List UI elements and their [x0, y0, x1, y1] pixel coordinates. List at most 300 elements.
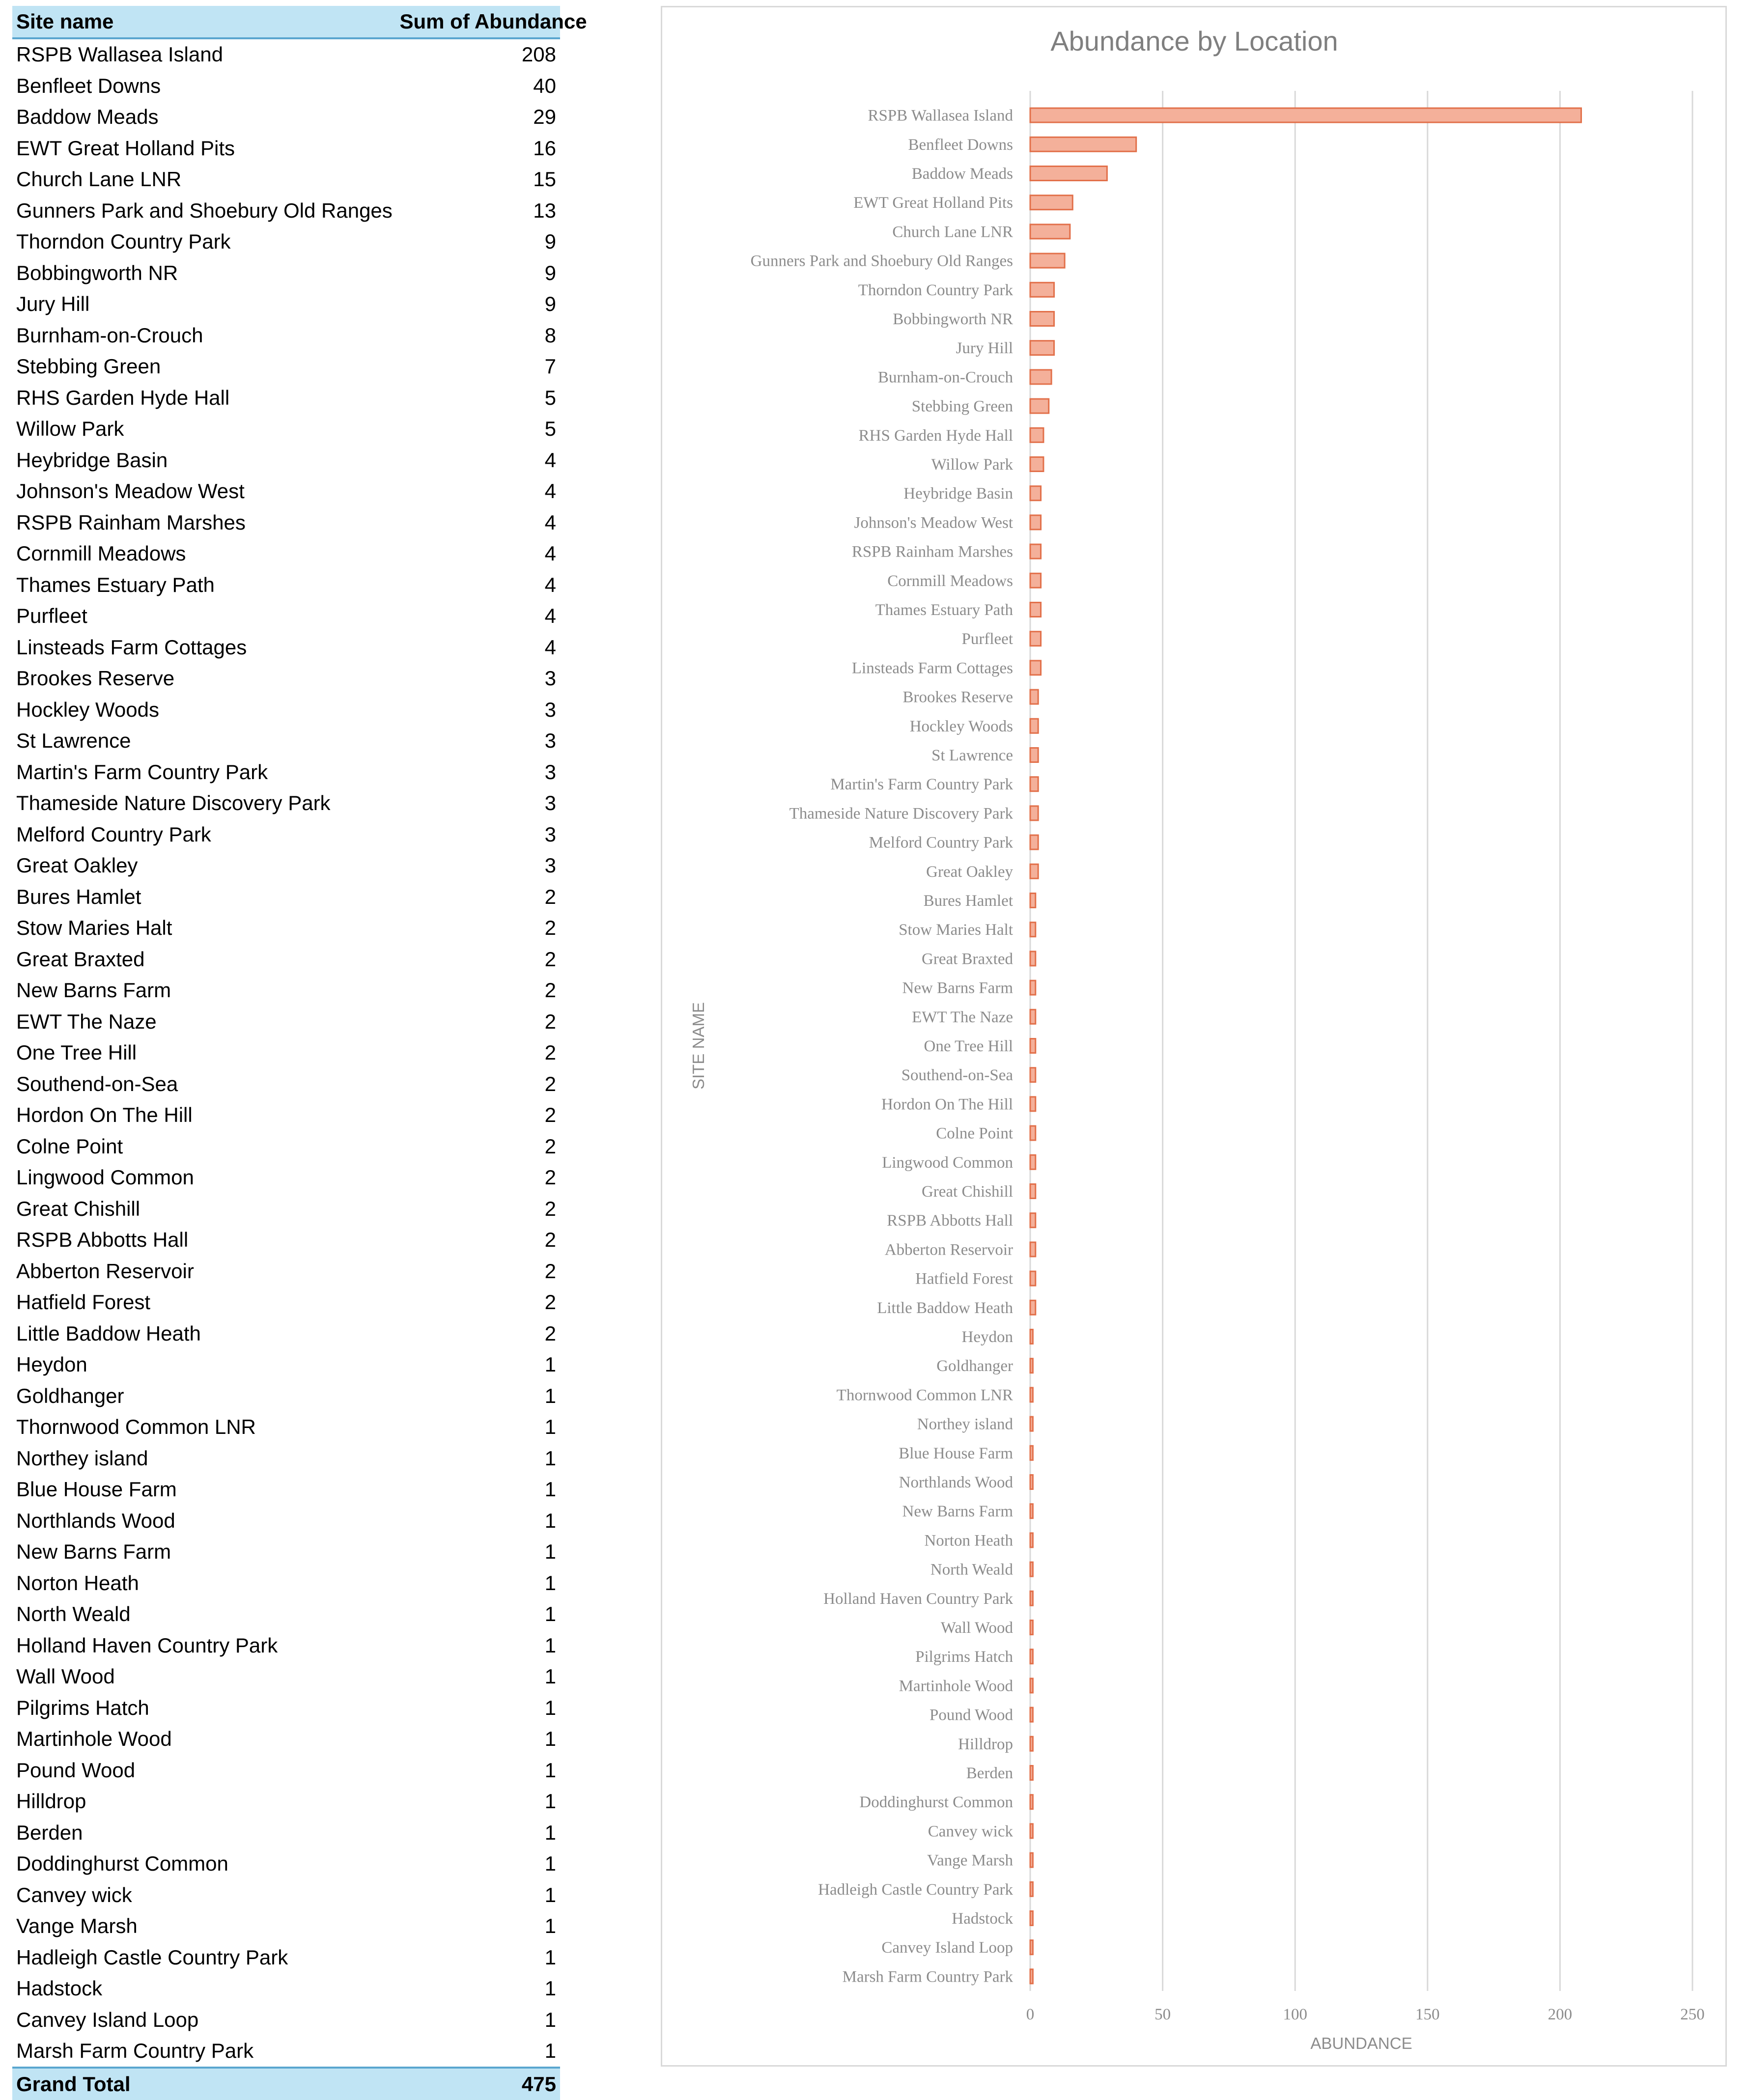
bar[interactable] [1030, 690, 1038, 704]
site-name-cell[interactable]: Thorndon Country Park [16, 230, 231, 253]
site-name-cell[interactable]: Willow Park [16, 417, 124, 441]
site-name-cell[interactable]: EWT Great Holland Pits [16, 136, 235, 160]
abundance-cell[interactable]: 1 [544, 1602, 556, 1626]
site-name-cell[interactable]: St Lawrence [16, 729, 131, 753]
abundance-cell[interactable]: 1 [544, 1571, 556, 1595]
table-row [12, 226, 560, 258]
bar[interactable] [1030, 1475, 1033, 1489]
abundance-cell[interactable]: 2 [544, 1321, 556, 1345]
abundance-cell[interactable]: 2 [544, 916, 556, 940]
category-label: Heydon [961, 1328, 1013, 1346]
bar[interactable] [1030, 399, 1049, 413]
site-name-cell[interactable]: New Barns Farm [16, 979, 171, 1002]
site-name-cell[interactable]: Stebbing Green [16, 355, 161, 378]
table-row [12, 694, 560, 726]
abundance-cell[interactable]: 3 [544, 822, 556, 846]
bar[interactable] [1030, 1504, 1033, 1518]
bar[interactable] [1030, 1009, 1036, 1024]
abundance-cell[interactable]: 4 [544, 573, 556, 596]
table-row [12, 507, 560, 538]
bar[interactable] [1030, 777, 1038, 791]
bar[interactable] [1030, 428, 1043, 442]
category-label: RSPB Abbotts Hall [887, 1212, 1013, 1230]
category-label: Cornmill Meadows [887, 572, 1013, 590]
bar[interactable] [1030, 1213, 1036, 1228]
bar[interactable] [1030, 312, 1054, 326]
site-name-cell[interactable]: New Barns Farm [16, 1540, 171, 1564]
category-label: Lingwood Common [882, 1153, 1013, 1172]
category-label: Stebbing Green [911, 397, 1013, 416]
bar[interactable] [1030, 1795, 1033, 1809]
bar[interactable] [1030, 952, 1036, 966]
abundance-cell[interactable]: 2 [544, 1166, 556, 1189]
table-row [12, 133, 560, 164]
table-row [12, 320, 560, 351]
table-row [12, 1692, 560, 1724]
category-label: Marsh Farm Country Park [842, 1968, 1013, 1986]
bar[interactable] [1030, 1911, 1033, 1926]
x-tick-label: 150 [1415, 2006, 1440, 2023]
abundance-cell[interactable]: 5 [544, 417, 556, 441]
bar[interactable] [1030, 1621, 1033, 1635]
site-name-cell[interactable]: Doddinghurst Common [16, 1852, 228, 1876]
site-name-cell[interactable]: Burnham-on-Crouch [16, 323, 203, 347]
grand-total-value[interactable]: 475 [396, 2068, 561, 2100]
site-name-cell[interactable]: Melford Country Park [16, 822, 211, 846]
table-row [12, 1879, 560, 1911]
site-name-cell[interactable]: Hockley Woods [16, 698, 160, 721]
table-row [12, 1661, 560, 1693]
bar[interactable] [1030, 1708, 1033, 1722]
abundance-cell[interactable]: 4 [544, 604, 556, 628]
x-tick-label: 0 [1026, 2006, 1035, 2023]
category-label: Thornwood Common LNR [836, 1386, 1013, 1404]
site-name-cell[interactable]: Great Braxted [16, 947, 145, 971]
abundance-cell[interactable]: 9 [544, 261, 556, 284]
category-label: Gunners Park and Shoebury Old Ranges [750, 252, 1013, 270]
abundance-cell[interactable]: 2 [544, 1134, 556, 1158]
bar[interactable] [1030, 1097, 1036, 1111]
bar[interactable] [1030, 1388, 1033, 1402]
category-label: Hockley Woods [909, 717, 1013, 735]
bar[interactable] [1030, 661, 1041, 675]
table-row [12, 1068, 560, 1100]
x-axis-title: ABUNDANCE [1310, 2034, 1412, 2052]
site-name-cell[interactable]: Southend-on-Sea [16, 1072, 178, 1095]
abundance-cell[interactable]: 1 [544, 1509, 556, 1532]
abundance-cell[interactable]: 29 [533, 105, 556, 129]
site-name-cell[interactable]: Abberton Reservoir [16, 1259, 194, 1283]
bar[interactable] [1030, 573, 1041, 588]
site-name-cell[interactable]: Pilgrims Hatch [16, 1696, 149, 1719]
table-row [12, 1474, 560, 1506]
site-name-cell[interactable]: Church Lane LNR [16, 168, 182, 191]
bar[interactable] [1030, 806, 1038, 820]
bar[interactable] [1030, 457, 1043, 472]
table-row [12, 2004, 560, 2036]
site-name-cell[interactable]: Bobbingworth NR [16, 261, 178, 284]
abundance-cell[interactable]: 3 [544, 760, 556, 784]
abundance-cell[interactable]: 1 [544, 1945, 556, 1969]
table-row [12, 1225, 560, 1256]
x-tick-label: 200 [1548, 2006, 1573, 2023]
bar[interactable] [1030, 515, 1041, 530]
bar[interactable] [1030, 1824, 1033, 1838]
abundance-cell[interactable]: 4 [544, 448, 556, 472]
bar[interactable] [1030, 1155, 1036, 1169]
bar[interactable] [1030, 253, 1065, 268]
site-name-cell[interactable]: One Tree Hill [16, 1041, 137, 1064]
table-row [12, 1942, 560, 1973]
site-name-cell[interactable]: Colne Point [16, 1134, 123, 1158]
site-name-cell[interactable]: Marsh Farm Country Park [16, 2039, 254, 2063]
site-name-cell[interactable]: Goldhanger [16, 1384, 124, 1407]
site-name-cell[interactable]: Thames Estuary Path [16, 573, 215, 596]
abundance-cell[interactable]: 3 [544, 698, 556, 721]
site-name-cell[interactable]: Baddow Meads [16, 105, 159, 129]
table-row [12, 445, 560, 476]
table-row [12, 70, 560, 102]
abundance-cell[interactable]: 2 [544, 1228, 556, 1252]
category-label: Canvey wick [928, 1822, 1013, 1841]
bar[interactable] [1030, 1359, 1033, 1373]
bar[interactable] [1030, 923, 1036, 937]
table-row [12, 195, 560, 226]
abundance-cell[interactable]: 1 [544, 1758, 556, 1782]
abundance-cell[interactable]: 9 [544, 292, 556, 316]
bar[interactable] [1030, 1446, 1033, 1460]
site-name-cell[interactable]: Hilldrop [16, 1790, 86, 1813]
category-label: Bobbingworth NR [893, 310, 1013, 328]
bar[interactable] [1030, 196, 1072, 210]
pivot-table [12, 6, 587, 2100]
category-label: Hordon On The Hill [881, 1095, 1013, 1114]
table-row [12, 788, 560, 819]
site-name-cell[interactable]: Johnson's Meadow West [16, 479, 245, 503]
abundance-cell[interactable]: 4 [544, 542, 556, 565]
site-name-cell[interactable]: EWT The Naze [16, 1009, 157, 1033]
site-name-cell[interactable]: Martin's Farm Country Park [16, 760, 268, 784]
site-name-cell[interactable]: Northey island [16, 1446, 148, 1470]
abundance-cell[interactable]: 4 [544, 635, 556, 659]
bar[interactable] [1030, 137, 1136, 151]
abundance-cell[interactable]: 1 [544, 1384, 556, 1407]
category-label: RSPB Rainham Marshes [851, 543, 1013, 561]
category-label: Norton Heath [924, 1532, 1013, 1550]
abundance-cell[interactable]: 4 [544, 479, 556, 503]
abundance-cell[interactable]: 5 [544, 386, 556, 409]
site-name-cell[interactable]: Hatfield Forest [16, 1290, 151, 1314]
abundance-cell[interactable]: 1 [544, 1478, 556, 1501]
abundance-cell[interactable]: 3 [544, 667, 556, 690]
table-row [12, 1193, 560, 1225]
bar[interactable] [1030, 1853, 1033, 1867]
abundance-cell[interactable]: 1 [544, 2039, 556, 2063]
bar[interactable] [1030, 1562, 1033, 1576]
bar[interactable] [1030, 167, 1107, 181]
bar[interactable] [1030, 1330, 1033, 1344]
table-row [12, 257, 560, 289]
abundance-cell[interactable]: 3 [544, 791, 556, 815]
bar[interactable] [1030, 1766, 1033, 1780]
abundance-cell[interactable]: 1 [544, 1415, 556, 1439]
grand-total-row [12, 2068, 560, 2100]
table-row [12, 1848, 560, 1880]
bar[interactable] [1030, 1591, 1033, 1605]
abundance-cell[interactable]: 15 [533, 168, 556, 191]
category-label: Johnson's Meadow West [854, 514, 1013, 532]
abundance-cell[interactable]: 2 [544, 1009, 556, 1033]
site-name-cell[interactable]: Heydon [16, 1353, 87, 1376]
abundance-cell[interactable]: 2 [544, 1103, 556, 1127]
abundance-cell[interactable]: 3 [544, 729, 556, 753]
abundance-cell[interactable]: 2 [544, 1290, 556, 1314]
site-name-cell[interactable]: Brookes Reserve [16, 667, 175, 690]
site-name-cell[interactable]: Martinhole Wood [16, 1727, 172, 1751]
site-name-cell[interactable]: Heybridge Basin [16, 448, 168, 472]
abundance-cell[interactable]: 2 [544, 1041, 556, 1064]
category-label: EWT The Naze [912, 1008, 1013, 1026]
table-row [12, 1505, 560, 1537]
site-name-cell[interactable]: Linsteads Farm Cottages [16, 635, 247, 659]
category-label: Willow Park [931, 456, 1013, 474]
category-label: Northlands Wood [899, 1474, 1013, 1491]
table-row [12, 850, 560, 882]
chart-area[interactable] [661, 6, 1727, 2067]
site-name-cell[interactable]: Pound Wood [16, 1758, 136, 1782]
category-label: Berden [966, 1764, 1013, 1782]
abundance-cell[interactable]: 7 [544, 355, 556, 378]
category-label: Hadleigh Castle Country Park [818, 1880, 1013, 1899]
table-row [12, 1037, 560, 1069]
bar[interactable] [1030, 1736, 1033, 1751]
category-label: Blue House Farm [899, 1444, 1013, 1462]
table-row [12, 1443, 560, 1474]
header-sum-of-abundance[interactable]: Sum of Abundance [396, 6, 561, 38]
table-row [12, 289, 560, 320]
abundance-cell[interactable]: 2 [544, 947, 556, 971]
abundance-cell[interactable]: 2 [544, 1259, 556, 1283]
site-name-cell[interactable]: Jury Hill [16, 292, 90, 316]
category-label: Heybridge Basin [903, 485, 1013, 503]
bar[interactable] [1030, 1039, 1036, 1053]
abundance-cell[interactable]: 1 [544, 1852, 556, 1876]
site-name-cell[interactable]: Benfleet Downs [16, 74, 161, 97]
category-label: Purfleet [961, 630, 1013, 648]
x-tick-label: 250 [1680, 2006, 1705, 2023]
site-name-cell[interactable]: Hadleigh Castle Country Park [16, 1945, 288, 1969]
site-name-cell[interactable]: RSPB Wallasea Island [16, 43, 223, 66]
abundance-cell[interactable]: 1 [544, 1727, 556, 1751]
bar[interactable] [1030, 603, 1041, 617]
category-label: Great Braxted [922, 950, 1013, 968]
abundance-cell[interactable]: 1 [544, 1540, 556, 1564]
gridlines [1030, 91, 1692, 1991]
table-row [12, 663, 560, 695]
category-label: Brookes Reserve [902, 688, 1013, 706]
abundance-cell[interactable]: 2 [544, 1072, 556, 1095]
site-name-cell[interactable]: Hadstock [16, 1977, 103, 2000]
category-label: Hadstock [952, 1910, 1013, 1928]
table-row [12, 1256, 560, 1287]
category-label: Melford Country Park [869, 834, 1013, 852]
abundance-cell[interactable]: 2 [544, 1197, 556, 1220]
abundance-cell[interactable]: 1 [544, 1977, 556, 2000]
table-row [12, 1006, 560, 1037]
abundance-cell[interactable]: 8 [544, 323, 556, 347]
category-label: Thames Estuary Path [875, 601, 1013, 619]
chart-title[interactable]: Abundance by Location [1050, 26, 1338, 56]
header-site-name[interactable]: Site name [12, 6, 396, 38]
bar[interactable] [1030, 1184, 1036, 1199]
bar[interactable] [1030, 719, 1038, 733]
abundance-cell[interactable]: 1 [544, 1883, 556, 1906]
category-label: Thameside Nature Discovery Park [789, 805, 1013, 823]
site-name-cell[interactable]: Lingwood Common [16, 1166, 194, 1189]
table-row [12, 102, 560, 133]
table-row [12, 632, 560, 663]
site-name-cell[interactable]: Great Oakley [16, 854, 138, 877]
site-name-cell[interactable]: Thameside Nature Discovery Park [16, 791, 331, 815]
abundance-cell[interactable]: 4 [544, 510, 556, 534]
category-label: RHS Garden Hyde Hall [858, 426, 1013, 445]
bar[interactable] [1030, 748, 1038, 762]
bar[interactable] [1030, 980, 1036, 995]
table-row [12, 1630, 560, 1661]
site-name-cell[interactable]: North Weald [16, 1602, 131, 1626]
category-label: Little Baddow Heath [877, 1299, 1013, 1317]
site-name-cell[interactable]: Canvey wick [16, 1883, 132, 1906]
bar[interactable] [1030, 341, 1054, 355]
table-row [12, 1568, 560, 1599]
site-name-cell[interactable]: Thornwood Common LNR [16, 1415, 256, 1439]
site-name-cell[interactable]: RSPB Rainham Marshes [16, 510, 246, 534]
site-name-cell[interactable]: Purfleet [16, 604, 87, 628]
table-row [12, 975, 560, 1007]
site-name-cell[interactable]: Great Chishill [16, 1197, 141, 1220]
site-name-cell[interactable]: Stow Maries Halt [16, 916, 172, 940]
abundance-cell[interactable]: 1 [544, 1665, 556, 1688]
table-row [12, 414, 560, 445]
abundance-cell[interactable]: 1 [544, 1633, 556, 1657]
bar[interactable] [1030, 1417, 1033, 1431]
bar[interactable] [1030, 1650, 1033, 1664]
bar[interactable] [1030, 1679, 1033, 1693]
category-label: Southend-on-Sea [901, 1066, 1013, 1085]
site-name-cell[interactable]: Cornmill Meadows [16, 542, 186, 565]
category-label: Stow Maries Halt [899, 921, 1013, 939]
bar[interactable] [1030, 108, 1581, 122]
site-name-cell[interactable]: Norton Heath [16, 1571, 139, 1595]
site-name-cell[interactable]: Blue House Farm [16, 1478, 177, 1501]
site-name-cell[interactable]: Wall Wood [16, 1665, 115, 1688]
site-name-cell[interactable]: Bures Hamlet [16, 885, 141, 908]
bar[interactable] [1030, 544, 1041, 559]
table-row [12, 1287, 560, 1318]
bar[interactable] [1030, 282, 1054, 297]
abundance-cell[interactable]: 40 [533, 74, 556, 97]
bar[interactable] [1030, 1271, 1036, 1286]
site-name-cell[interactable]: Canvey Island Loop [16, 2008, 199, 2031]
pivot-body [12, 38, 560, 2068]
site-name-cell[interactable]: Berden [16, 1820, 83, 1844]
bar[interactable] [1030, 224, 1070, 239]
abundance-cell[interactable]: 1 [544, 1696, 556, 1719]
bar[interactable] [1030, 864, 1038, 878]
bar[interactable] [1030, 632, 1041, 646]
abundance-cell[interactable]: 13 [533, 198, 556, 222]
abundance-cell[interactable]: 1 [544, 1353, 556, 1376]
table-row [12, 1599, 560, 1630]
category-label: Thorndon Country Park [858, 281, 1013, 299]
abundance-cell[interactable]: 1 [544, 1790, 556, 1813]
abundance-cell[interactable]: 1 [544, 1914, 556, 1938]
table-row [12, 1724, 560, 1755]
table-row [12, 601, 560, 632]
site-name-cell[interactable]: Vange Marsh [16, 1914, 138, 1938]
site-name-cell[interactable]: Holland Haven Country Park [16, 1633, 278, 1657]
table-row [12, 944, 560, 975]
bar[interactable] [1030, 486, 1041, 501]
abundance-cell[interactable]: 9 [544, 230, 556, 253]
abundance-cell[interactable]: 2 [544, 979, 556, 1002]
abundance-cell[interactable]: 208 [521, 43, 556, 66]
site-name-cell[interactable]: Hordon On The Hill [16, 1103, 193, 1127]
x-tick-label: 100 [1283, 2006, 1307, 2023]
abundance-cell[interactable]: 3 [544, 854, 556, 877]
bar[interactable] [1030, 1882, 1033, 1896]
category-label: Colne Point [936, 1124, 1013, 1143]
abundance-cell[interactable]: 1 [544, 1820, 556, 1844]
bars [1030, 108, 1581, 1984]
table-row [12, 881, 560, 913]
abundance-cell[interactable]: 1 [544, 1446, 556, 1470]
site-name-cell[interactable]: Little Baddow Heath [16, 1321, 201, 1345]
bar[interactable] [1030, 1242, 1036, 1257]
bar[interactable] [1030, 370, 1051, 384]
site-name-cell[interactable]: Gunners Park and Shoebury Old Ranges [16, 198, 393, 222]
x-tick-label: 50 [1155, 2006, 1171, 2023]
bar[interactable] [1030, 1068, 1036, 1082]
table-row [12, 1786, 560, 1818]
table-row [12, 1537, 560, 1568]
table-row [12, 2036, 560, 2068]
abundance-cell[interactable]: 16 [533, 136, 556, 160]
bar[interactable] [1030, 1300, 1036, 1315]
table-row [12, 1755, 560, 1786]
category-label: Doddinghurst Common [859, 1793, 1013, 1812]
x-tick-labels [1026, 2006, 1705, 2023]
table-row [12, 1973, 560, 2005]
category-label: Vange Marsh [927, 1851, 1013, 1870]
site-name-cell[interactable]: Northlands Wood [16, 1509, 175, 1532]
site-name-cell[interactable]: RHS Garden Hyde Hall [16, 386, 230, 409]
site-name-cell[interactable]: RSPB Abbotts Hall [16, 1228, 189, 1252]
bar[interactable] [1030, 1969, 1033, 1984]
abundance-cell[interactable]: 1 [544, 2008, 556, 2031]
bar[interactable] [1030, 894, 1036, 908]
y-axis-title: SITE NAME [689, 1002, 707, 1090]
bar[interactable] [1030, 1940, 1033, 1955]
bar-chart [662, 7, 1725, 2065]
grand-total-label[interactable]: Grand Total [12, 2068, 396, 2100]
bar[interactable] [1030, 835, 1038, 849]
abundance-cell[interactable]: 2 [544, 885, 556, 908]
table-row [12, 38, 560, 71]
bar[interactable] [1030, 1533, 1033, 1547]
category-label: North Weald [930, 1561, 1013, 1579]
bar[interactable] [1030, 1126, 1036, 1140]
